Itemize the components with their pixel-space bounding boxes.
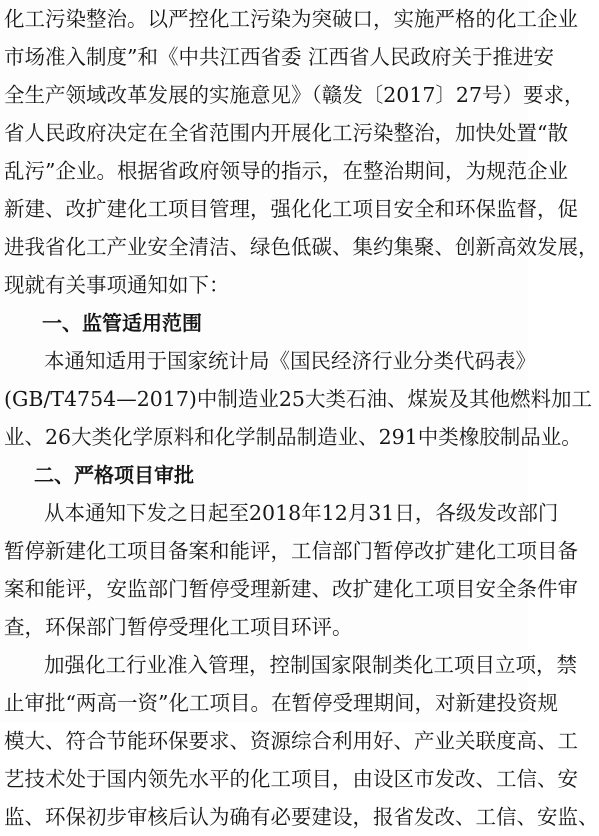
paragraph-2-line-3: 业、26大类化学原料和化学制品制造业、291中类橡胶制品业。 (4, 425, 582, 449)
paragraph-1-line-3: 全生产领域改革发展的实施意见》（赣发〔2017〕27号）要求， (4, 83, 585, 107)
paragraph-4-line-1: 加强化工行业准入管理，控制国家限制类化工项目立项，禁 (44, 653, 577, 677)
paragraph-1-line-2: 市场准入制度”和《中共江西省委 江西省人民政府关于推进安 (4, 45, 554, 69)
paragraph-2-line-1: 本通知适用于国家统计局《国民经济行业分类代码表》 (44, 349, 536, 373)
paragraph-1-line-4: 省人民政府决定在全省范围内开展化工污染整治，加快处置“散 (4, 121, 568, 145)
paragraph-1-line-8: 现就有关事项通知如下： (4, 273, 230, 297)
paragraph-3-line-1: 从本通知下发之日起至2018年12月31日，各级发改部门 (44, 501, 559, 525)
paragraph-3-line-4: 查，环保部门暂停受理化工项目环评。 (4, 615, 353, 639)
paragraph-1-line-1: 化工污染整治。以严控化工污染为突破口，实施严格的化工企业 (4, 7, 578, 31)
paragraph-4-line-3: 模大、符合节能环保要求、资源综合利用好、产业关联度高、工 (4, 729, 578, 753)
paragraph-1-line-6: 新建、改扩建化工项目管理，强化化工项目安全和环保监督，促 (4, 197, 578, 221)
paragraph-4-line-5: 监、环保初步审核后认为确有必要建设，报省发改、工信、安监、 (4, 805, 599, 829)
paragraph-1-line-5: 乱污”企业。根据省政府领导的指示，在整治期间，为规范企业 (4, 159, 568, 183)
section-heading-scope: 一、监管适用范围 (42, 311, 202, 335)
paragraph-2-line-2: (GB/T4754—2017)中制造业25大类石油、煤炭及其他燃料加工 (4, 387, 592, 411)
paragraph-3-line-2: 暂停新建化工项目备案和能评，工信部门暂停改扩建化工项目备 (4, 539, 578, 563)
paragraph-3-line-3: 案和能评，安监部门暂停受理新建、改扩建化工项目安全条件审 (4, 577, 578, 601)
paragraph-1-line-7: 进我省化工产业安全清洁、绿色低碳、集约集聚、创新高效发展， (4, 235, 599, 259)
paragraph-4-line-4: 艺技术处于国内领先水平的化工项目，由设区市发改、工信、安 (4, 767, 578, 791)
paragraph-4-line-2: 止审批“两高一资”化工项目。在暂停受理期间，对新建投资规 (4, 691, 558, 715)
section-heading-approval: 二、严格项目审批 (34, 463, 194, 487)
